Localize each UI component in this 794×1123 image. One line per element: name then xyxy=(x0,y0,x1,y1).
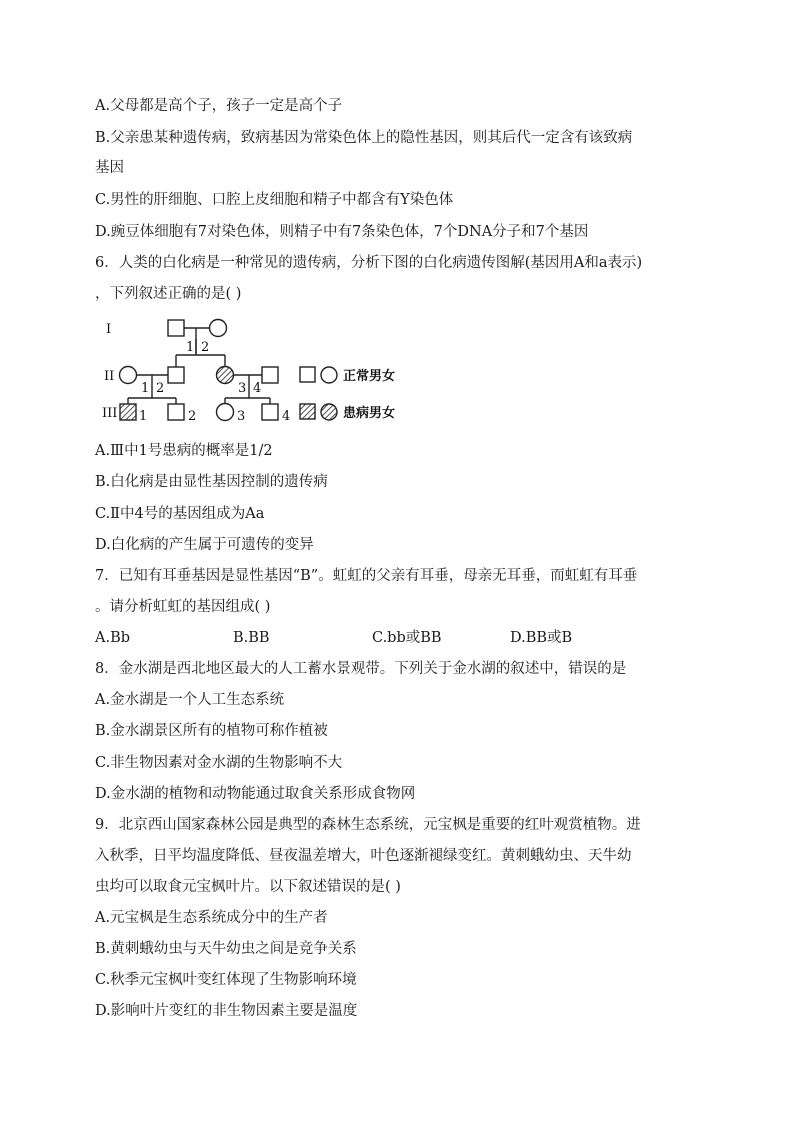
q7-option-c: C.bb或BB xyxy=(372,630,442,646)
pedigree-II4-male xyxy=(262,367,278,383)
q7-options-row xyxy=(95,628,735,648)
q5-option-d: D.豌豆体细胞有7对染色体，则精子中有7条染色体，7个DNA分子和7个基因 xyxy=(95,224,589,240)
pedigree-II2-male xyxy=(168,367,184,383)
legend-normal-male-symbol xyxy=(300,367,315,382)
pedigree-III1-affected-male xyxy=(120,404,136,420)
legend-normal-label: 正常男女 xyxy=(343,369,396,384)
pedigree-III3-female xyxy=(217,404,234,421)
label-III1: 1 xyxy=(139,409,148,424)
q8-stem: 8．金水湖是西北地区最大的人工蓄水景观带。下列关于金水湖的叙述中，错误的是 xyxy=(95,661,627,677)
label-III3: 3 xyxy=(237,409,246,424)
legend-normal-female-symbol xyxy=(321,367,337,383)
pedigree-III2-male xyxy=(168,404,184,420)
q5-option-c: C.男性的肝细胞、口腔上皮细胞和精子中都含有Y染色体 xyxy=(95,192,454,208)
q5-option-b-line2: 基因 xyxy=(95,160,124,176)
label-II3: 3 xyxy=(238,381,247,396)
q9-stem-line3: 虫均可以取食元宝枫叶片。以下叙述错误的是( ) xyxy=(95,879,401,895)
q9-stem-line2: 入秋季，日平均温度降低、昼夜温差增大，叶色逐渐褪绿变红。黄刺蛾幼虫、天牛幼 xyxy=(95,848,632,864)
legend-affected-female-symbol xyxy=(321,404,337,420)
label-I1: 1 xyxy=(186,340,195,355)
legend-affected-label: 患病男女 xyxy=(343,406,396,421)
label-II1: 1 xyxy=(141,381,150,396)
q6-option-b: B.白化病是由显性基因控制的遗传病 xyxy=(95,474,328,490)
q9-option-d: D.影响叶片变红的非生物因素主要是温度 xyxy=(95,1003,358,1019)
pedigree-III4-male xyxy=(262,404,278,420)
q6-option-d: D.白化病的产生属于可遗传的变异 xyxy=(95,537,314,553)
q6-stem-line2: ，下列叙述正确的是( ) xyxy=(95,286,242,302)
q7-option-b: B.BB xyxy=(233,630,270,646)
q5-option-a: A.父母都是高个子，孩子一定是高个子 xyxy=(95,98,343,114)
label-I2: 2 xyxy=(201,340,210,355)
q5-option-b-line1: B.父亲患某种遗传病，致病基因为常染色体上的隐性基因，则其后代一定含有该致病 xyxy=(95,130,633,146)
generation-II-label: II xyxy=(104,369,115,384)
q9-stem-line1: 9．北京西山国家森林公园是典型的森林生态系统，元宝枫是重要的红叶观赏植物。进 xyxy=(95,817,641,833)
q9-option-b: B.黄刺蛾幼虫与天牛幼虫之间是竞争关系 xyxy=(95,941,357,957)
q9-option-c: C.秋季元宝枫叶变红体现了生物影响环境 xyxy=(95,972,357,988)
pedigree-II3-affected-female xyxy=(217,367,234,384)
pedigree-I2-female xyxy=(210,320,227,337)
q9-option-a: A.元宝枫是生态系统成分中的生产者 xyxy=(95,910,328,926)
pedigree-II1-female xyxy=(120,367,137,384)
q8-option-a: A.金水湖是一个人工生态系统 xyxy=(95,692,285,708)
q7-stem-line2: 。请分析虹虹的基因组成( ) xyxy=(95,599,271,615)
legend-affected-male-symbol xyxy=(300,404,315,419)
label-III2: 2 xyxy=(188,409,197,424)
label-III4: 4 xyxy=(282,409,291,424)
q6-option-a: A.Ⅲ中1号患病的概率是1/2 xyxy=(95,443,273,459)
q8-option-b: B.金水湖景区所有的植物可称作植被 xyxy=(95,723,328,739)
q7-option-d: D.BB或B xyxy=(510,630,573,646)
q6-option-c: C.Ⅱ中4号的基因组成为Aa xyxy=(95,506,265,522)
q6-stem-line1: 6．人类的白化病是一种常见的遗传病，分析下图的白化病遗传图解(基因用A和a表示) xyxy=(95,255,643,271)
q8-option-c: C.非生物因素对金水湖的生物影响不大 xyxy=(95,755,343,771)
label-II4: 4 xyxy=(253,381,262,396)
generation-III-label: III xyxy=(102,406,118,421)
label-II2: 2 xyxy=(156,381,165,396)
pedigree-I1-male xyxy=(168,320,184,336)
q7-option-a: A.Bb xyxy=(95,630,131,646)
q8-option-d: D.金水湖的植物和动物能通过取食关系形成食物网 xyxy=(95,786,416,802)
pedigree-diagram xyxy=(100,315,450,425)
q7-stem-line1: 7．已知有耳垂基因是显性基因“B”。虹虹的父亲有耳垂，母亲无耳垂，而虹虹有耳垂 xyxy=(95,568,638,584)
generation-I-label: I xyxy=(106,322,112,337)
